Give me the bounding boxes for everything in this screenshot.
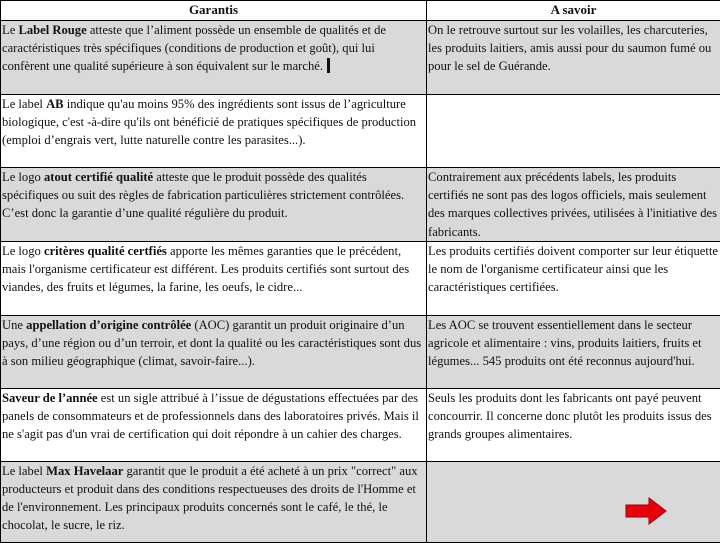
text: Le label xyxy=(2,464,46,478)
label-name: Label Rouge xyxy=(18,23,86,37)
label-name: critères qualité certfiés xyxy=(44,244,167,258)
text: atteste que l’aliment possède un ensemble de qualités et de caractéristiques très spécifiques (conditions de production et goût), qui lui confèrent une qualité supérieure à son équivalent sur le marché. xyxy=(2,23,386,73)
label-name: AB xyxy=(46,97,64,111)
header-garantis: Garantis xyxy=(1,1,427,21)
label-name: Max Havelaar xyxy=(46,464,123,478)
label-name: Saveur de l’année xyxy=(2,391,98,405)
table-row xyxy=(1,21,720,95)
text: Une xyxy=(2,318,26,332)
header-row xyxy=(1,1,720,21)
garantis-cell xyxy=(1,21,427,95)
text: atteste que le produit possède des qualités spécifiques ou suit des règles de fabrication particulières strictement contrôlées. C’est donc la garantie d’une qualité régulière du produit. xyxy=(2,170,404,220)
text: Le label xyxy=(2,97,46,111)
table-row xyxy=(1,95,720,168)
text: Le logo xyxy=(2,244,44,258)
garantis-cell xyxy=(1,315,427,388)
table-row xyxy=(1,461,720,542)
right-arrow-icon[interactable] xyxy=(626,498,666,524)
label-name: appellation d’origine contrôlée xyxy=(26,318,191,332)
table-row xyxy=(1,168,720,242)
garantis-cell xyxy=(1,95,427,168)
text: indique qu'au moins 95% des ingrédients sont issus de l’agriculture biologique, c'est -à-dire qu'ils ont bénéficié de pratiques spécifiques de production (emploi d’engrais vert, lutte naturelle contre les parasites...). xyxy=(2,97,416,147)
a-savoir-cell xyxy=(427,95,720,168)
text: garantit que le produit a été acheté à un prix "correct" aux producteurs et produit dans des conditions respectueuses des droits de l'Homme et de l'environnement. Les principaux produits concernés sont le café, le thé, le chocolat, le sucre, le riz. xyxy=(2,464,418,533)
table-row xyxy=(1,315,720,388)
text: Le logo xyxy=(2,170,44,184)
header-a-savoir: A savoir xyxy=(427,1,720,21)
a-savoir-cell: Seuls les produits dont les fabricants ont payé peuvent concourrir. Il concerne donc plutôt les produits issus des grands groupes alimentaires. xyxy=(427,388,720,461)
text: est un sigle attribué à l’issue de dégustations effectuées par des panels de consommateurs et de professionnels dans des laboratoires privés. Mais il ne s'agit pas d'un vrai de certification qui doit répondre à un cahier des charges. xyxy=(2,391,419,441)
a-savoir-cell xyxy=(427,461,720,542)
garantis-cell xyxy=(1,168,427,242)
garantis-cell xyxy=(1,388,427,461)
a-savoir-cell: Les produits certifiés doivent comporter sur leur étiquette le nom de l'organisme certificateur ainsi que les caractéristiques certifiées. xyxy=(427,241,720,315)
text: apporte les mêmes garanties que le précédent, mais l'organisme certificateur est différent. Les produits certifiés sont surtout des viandes, des fruits et légumes, la farine, les oeufs, le cidre... xyxy=(2,244,409,294)
text: (AOC) garantit un produit originaire d’un pays, d’une région ou d’un terroir, et dont la qualité ou les caractéristiques sont dus à son milieu géographique (climat, savoir-faire...). xyxy=(2,318,421,368)
garantis-cell xyxy=(1,461,427,542)
garantis-cell xyxy=(1,241,427,315)
next-slide-button[interactable] xyxy=(625,497,667,525)
a-savoir-cell: Les AOC se trouvent essentiellement dans le secteur agricole et alimentaire : vins, produits laitiers, fruits et légumes... 545 produits ont été reconnus aujourd'hui. xyxy=(427,315,720,388)
table-row xyxy=(1,388,720,461)
text: Le xyxy=(2,23,18,37)
a-savoir-cell: Contrairement aux précédents labels, les produits certifiés ne sont pas des logos officiels, mais seulement des marques collectives privées, utilisées à l'initiative des fabricants. xyxy=(427,168,720,242)
table-row xyxy=(1,241,720,315)
label-name: atout certifié qualité xyxy=(44,170,153,184)
text-cursor xyxy=(327,58,330,73)
a-savoir-cell: On le retrouve surtout sur les volailles, les charcuteries, les produits laitiers, amis aussi pour du saumon fumé ou pour le sel de Guérande. xyxy=(427,21,720,95)
